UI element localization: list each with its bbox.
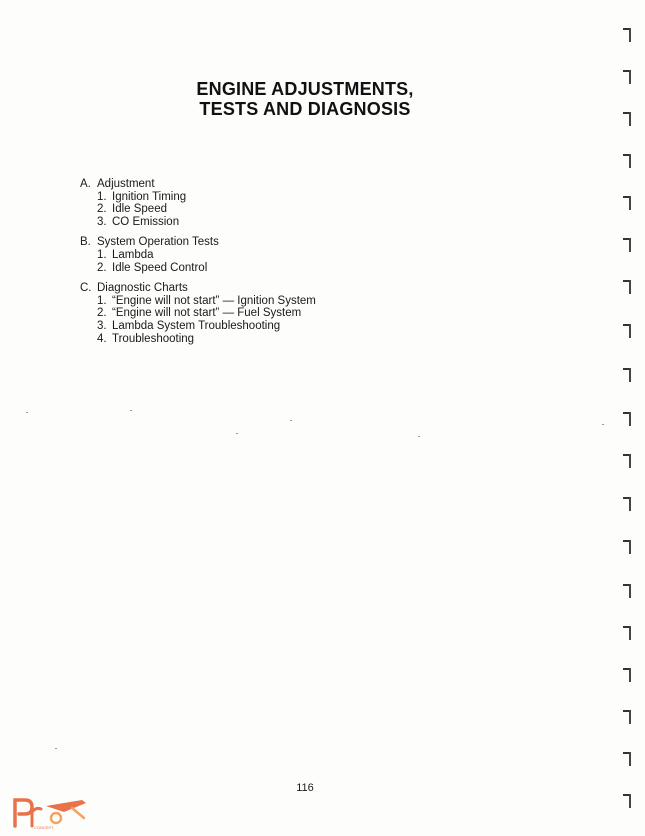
scan-speck: [236, 433, 238, 434]
toc-section-a: [80, 178, 316, 228]
scan-speck: [55, 748, 57, 749]
scan-speck: [290, 420, 292, 421]
item-text: “Engine will not start” — Ignition System: [112, 294, 316, 307]
binding-hole-icon: [622, 368, 631, 382]
list-item: [97, 203, 316, 216]
item-text: Ignition Timing: [112, 190, 187, 203]
item-text: Troubleshooting: [112, 332, 195, 345]
scan-speck: [418, 436, 420, 437]
item-text: CO Emission: [112, 215, 180, 228]
spiral-binding: [619, 20, 631, 820]
toc-section-c: [80, 282, 316, 345]
item-number: 4.: [97, 332, 107, 345]
binding-hole-icon: [622, 626, 631, 640]
scan-speck: [602, 424, 604, 425]
binding-hole-icon: [622, 540, 631, 554]
binding-hole-icon: [622, 454, 631, 468]
item-number: 2.: [97, 261, 107, 274]
item-number: 1.: [97, 248, 107, 261]
list-item: [97, 307, 316, 320]
binding-hole-icon: [622, 794, 631, 808]
binding-hole-icon: [622, 238, 631, 252]
section-letter: B.: [80, 236, 91, 249]
section-heading: [80, 236, 316, 249]
list-item: [97, 320, 316, 333]
binding-hole-icon: [622, 28, 631, 42]
section-title: System Operation Tests: [97, 236, 219, 249]
section-title: Adjustment: [97, 178, 155, 190]
item-text: “Engine will not start” — Fuel System: [112, 307, 302, 320]
item-text: Idle Speed: [112, 203, 167, 216]
section-heading: [80, 178, 316, 191]
svg-text:CONCEPT: CONCEPT: [34, 825, 54, 830]
pr-concept-logo-icon: [12, 794, 92, 830]
item-text: Idle Speed Control: [112, 261, 208, 274]
binding-hole-icon: [622, 324, 631, 338]
page-title-line-1: ENGINE ADJUSTMENTS,: [196, 79, 414, 99]
binding-hole-icon: [622, 154, 631, 168]
binding-hole-icon: [622, 70, 631, 84]
binding-hole-icon: [622, 412, 631, 426]
table-of-contents: [80, 178, 316, 353]
list-item: [97, 262, 316, 275]
binding-hole-icon: [622, 584, 631, 598]
section-letter: C.: [80, 282, 92, 295]
item-text: Lambda: [112, 248, 154, 261]
list-item: [97, 295, 316, 308]
binding-hole-icon: [622, 710, 631, 724]
item-number: 2.: [97, 307, 107, 320]
binding-hole-icon: [622, 668, 631, 682]
toc-section-b: [80, 236, 316, 274]
binding-hole-icon: [622, 752, 631, 766]
section-heading: [80, 282, 316, 295]
page-title-line-2: TESTS AND DIAGNOSIS: [199, 99, 411, 119]
item-number: 3.: [97, 319, 107, 332]
item-number: 2.: [97, 203, 107, 216]
item-number: 1.: [97, 294, 107, 307]
scan-speck: [26, 412, 28, 413]
binding-hole-icon: [622, 280, 631, 294]
section-title: Diagnostic Charts: [97, 282, 188, 295]
binding-hole-icon: [622, 112, 631, 126]
list-item: [97, 333, 316, 346]
binding-hole-icon: [622, 497, 631, 511]
list-item: [97, 191, 316, 204]
binding-hole-icon: [622, 196, 631, 210]
item-text: Lambda System Troubleshooting: [112, 319, 281, 332]
item-number: 1.: [97, 190, 107, 203]
scan-speck: [130, 410, 132, 411]
page-number: 116: [296, 782, 314, 794]
section-letter: A.: [80, 178, 91, 190]
item-number: 3.: [97, 215, 107, 228]
list-item: [97, 249, 316, 262]
list-item: [97, 216, 316, 229]
